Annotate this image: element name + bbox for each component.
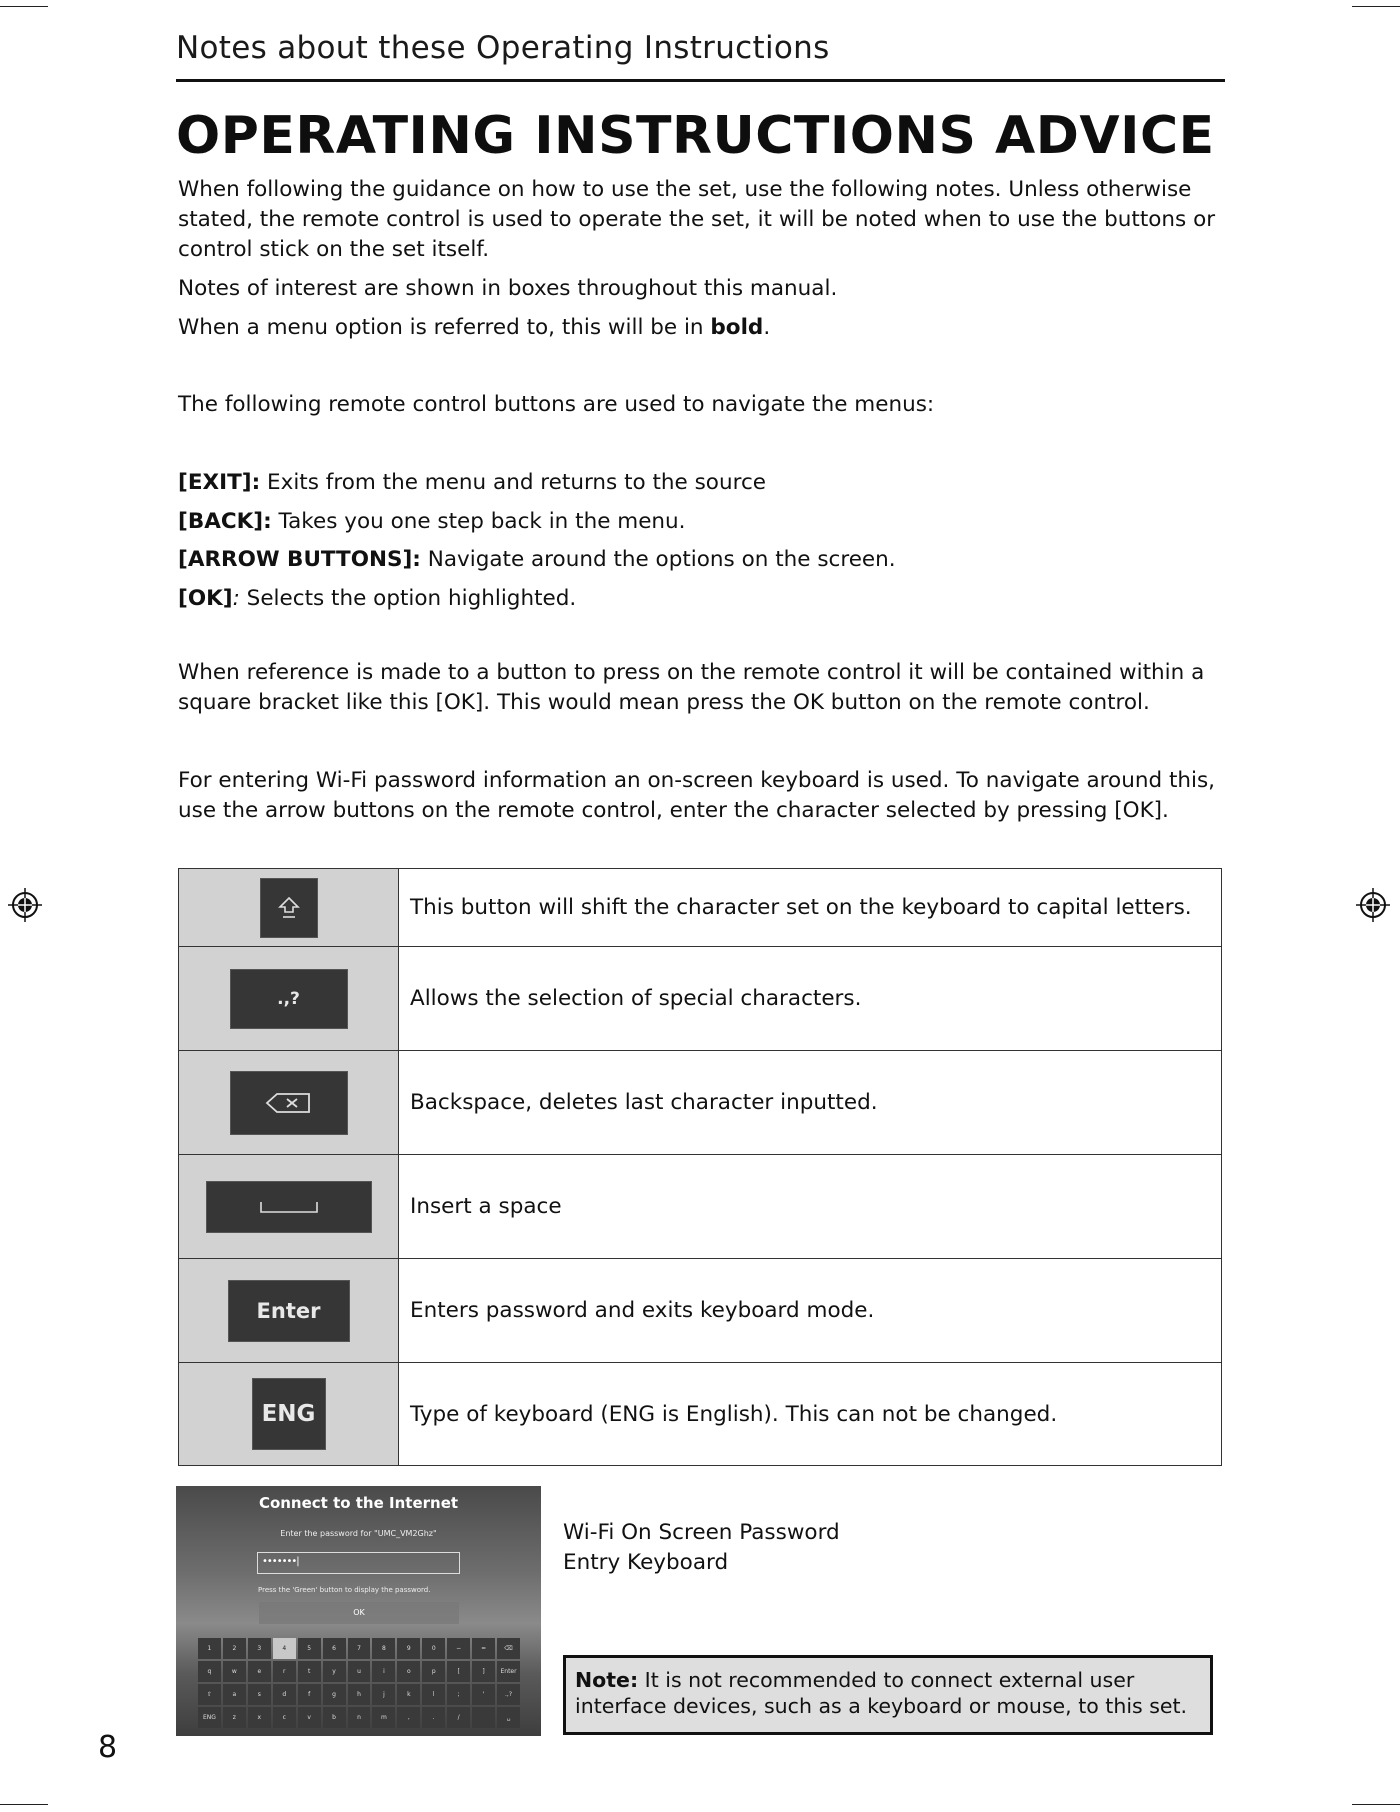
screenshot-key: ⇧ [198, 1684, 221, 1705]
bold-paragraph-prefix: When a menu option is referred to, this will be in [178, 315, 711, 340]
screenshot-key: a [223, 1684, 246, 1705]
button-ok [178, 584, 1228, 614]
screenshot-key: q [198, 1661, 221, 1682]
bold-paragraph [178, 313, 1228, 343]
screenshot-key: s [248, 1684, 271, 1705]
screenshot-key: [ [447, 1661, 470, 1682]
keyboard-screenshot [176, 1486, 541, 1736]
screenshot-key: f [298, 1684, 321, 1705]
screenshot-key: .,? [497, 1684, 520, 1705]
key-description: Type of keyboard (ENG is English). This can not be changed. [399, 1363, 1222, 1466]
key-description: Enters password and exits keyboard mode. [399, 1259, 1222, 1363]
bold-paragraph-suffix: . [763, 315, 771, 340]
note-box [563, 1655, 1213, 1735]
table-row [179, 869, 1222, 947]
screenshot-key: t [298, 1661, 321, 1682]
screenshot-key: x [248, 1707, 271, 1728]
key-description: This button will shift the character set on the keyboard to capital letters. [399, 869, 1222, 947]
screenshot-key: 8 [372, 1638, 395, 1659]
bold-word: bold [710, 315, 764, 340]
screenshot-ok-button: OK [259, 1602, 459, 1624]
key-icon-cell [179, 1155, 399, 1259]
crop-mark [0, 6, 48, 7]
table-row [179, 1051, 1222, 1155]
screenshot-key: l [422, 1684, 445, 1705]
registration-mark-icon [8, 888, 42, 922]
table-row [179, 1363, 1222, 1466]
button-colon: : [232, 586, 240, 611]
button-key: [EXIT]: [178, 470, 261, 495]
screenshot-key: ' [472, 1684, 495, 1705]
crop-mark [0, 1804, 48, 1805]
screenshot-subtitle: Enter the password for "UMC_VM2Ghz" [280, 1529, 437, 1538]
caption-line: Entry Keyboard [563, 1550, 729, 1575]
key-icon-cell [179, 1259, 399, 1363]
eng-icon: ENG [252, 1378, 326, 1450]
password-mask: •••••••| [262, 1556, 299, 1567]
screenshot-key: 3 [248, 1638, 271, 1659]
screenshot-key: = [472, 1638, 495, 1659]
caption-line: Wi-Fi On Screen Password [563, 1520, 840, 1545]
screenshot-key: c [273, 1707, 296, 1728]
button-desc: Selects the option highlighted. [239, 586, 577, 611]
screenshot-key: b [323, 1707, 346, 1728]
screenshot-key: o [397, 1661, 420, 1682]
header-rule [176, 79, 1225, 82]
table-row [179, 1259, 1222, 1363]
enter-icon: Enter [228, 1280, 350, 1342]
space-icon [206, 1181, 372, 1233]
screenshot-key: ⌫ [497, 1638, 520, 1659]
intro-paragraph: When following the guidance on how to use the set, use the following notes. Unless otherwise stated, the remote control is used to operate the set, it will be noted when to use the buttons or control stick on the set itself. [178, 177, 1216, 262]
screenshot-keyboard [198, 1638, 520, 1728]
page-title: OPERATING INSTRUCTIONS ADVICE [176, 106, 1215, 166]
screenshot-key: g [323, 1684, 346, 1705]
screenshot-key: ENG [198, 1707, 221, 1728]
screenshot-key: u [348, 1661, 371, 1682]
screenshot-key [472, 1707, 495, 1728]
screenshot-key: 4 [273, 1638, 296, 1659]
button-desc: Takes you one step back in the menu. [271, 509, 686, 534]
screenshot-password-field [257, 1552, 460, 1574]
key-icon-cell [179, 869, 399, 947]
screenshot-key: v [298, 1707, 321, 1728]
notes-paragraph: Notes of interest are shown in boxes throughout this manual. [178, 276, 838, 301]
screenshot-key: , [397, 1707, 420, 1728]
screenshot-title: Connect to the Internet [258, 1494, 459, 1512]
screenshot-key: 7 [348, 1638, 371, 1659]
screenshot-key: j [372, 1684, 395, 1705]
screenshot-key: Enter [497, 1661, 520, 1682]
backspace-icon [230, 1071, 348, 1135]
nav-intro: The following remote control buttons are used to navigate the menus: [178, 392, 935, 417]
button-desc: Exits from the menu and returns to the source [260, 470, 767, 495]
screenshot-key: e [248, 1661, 271, 1682]
screenshot-key: / [447, 1707, 470, 1728]
running-header: Notes about these Operating Instructions [176, 30, 830, 66]
screenshot-key: y [323, 1661, 346, 1682]
key-description: Insert a space [399, 1155, 1222, 1259]
button-arrows [178, 545, 1228, 575]
screenshot-key: k [397, 1684, 420, 1705]
key-description: Backspace, deletes last character inputted. [399, 1051, 1222, 1155]
crop-mark [1352, 1804, 1400, 1805]
screenshot-key: i [372, 1661, 395, 1682]
screenshot-key: h [348, 1684, 371, 1705]
note-label: Note: [575, 1668, 639, 1692]
button-back [178, 507, 1228, 537]
button-exit [178, 468, 1228, 498]
page-number: 8 [98, 1730, 118, 1765]
special-chars-icon: .,? [230, 969, 348, 1029]
screenshot-key: 9 [397, 1638, 420, 1659]
keyboard-key-table [178, 868, 1222, 1466]
screenshot-key: ] [472, 1661, 495, 1682]
screenshot-key: p [422, 1661, 445, 1682]
screenshot-key: 0 [422, 1638, 445, 1659]
button-key: [OK] [178, 586, 233, 611]
wifi-paragraph: For entering Wi-Fi password information an on-screen keyboard is used. To navigate around this, use the arrow buttons on the remote control, enter the character selected by pressing [OK]. [178, 768, 1216, 823]
screenshot-key: ␣ [497, 1707, 520, 1728]
key-icon-cell [179, 947, 399, 1051]
shift-icon [260, 878, 318, 938]
crop-mark [1352, 6, 1400, 7]
key-icon-cell [179, 1363, 399, 1466]
button-desc: Navigate around the options on the screen. [420, 547, 896, 572]
screenshot-key: 6 [323, 1638, 346, 1659]
screenshot-key: ; [447, 1684, 470, 1705]
table-row [179, 947, 1222, 1051]
screenshot-key: n [348, 1707, 371, 1728]
screenshot-key: 1 [198, 1638, 221, 1659]
screenshot-key: m [372, 1707, 395, 1728]
key-icon-cell [179, 1051, 399, 1155]
note-text: It is not recommended to connect external user interface devices, such as a keyboard or mouse, to this set. [575, 1668, 1188, 1718]
screenshot-key: − [447, 1638, 470, 1659]
screenshot-caption [563, 1518, 840, 1578]
button-key: [BACK]: [178, 509, 272, 534]
screenshot-key: 2 [223, 1638, 246, 1659]
screenshot-key: d [273, 1684, 296, 1705]
screenshot-key: w [223, 1661, 246, 1682]
screenshot-key: 5 [298, 1638, 321, 1659]
screenshot-key: z [223, 1707, 246, 1728]
key-description: Allows the selection of special characters. [399, 947, 1222, 1051]
button-key: [ARROW BUTTONS]: [178, 547, 421, 572]
registration-mark-icon [1356, 888, 1390, 922]
screenshot-key: r [273, 1661, 296, 1682]
screenshot-key: . [422, 1707, 445, 1728]
screenshot-hint: Press the 'Green' button to display the password. [258, 1586, 431, 1594]
table-row [179, 1155, 1222, 1259]
reference-paragraph: When reference is made to a button to press on the remote control it will be contained within a square bracket like this [OK]. This would mean press the OK button on the remote control. [178, 660, 1205, 715]
